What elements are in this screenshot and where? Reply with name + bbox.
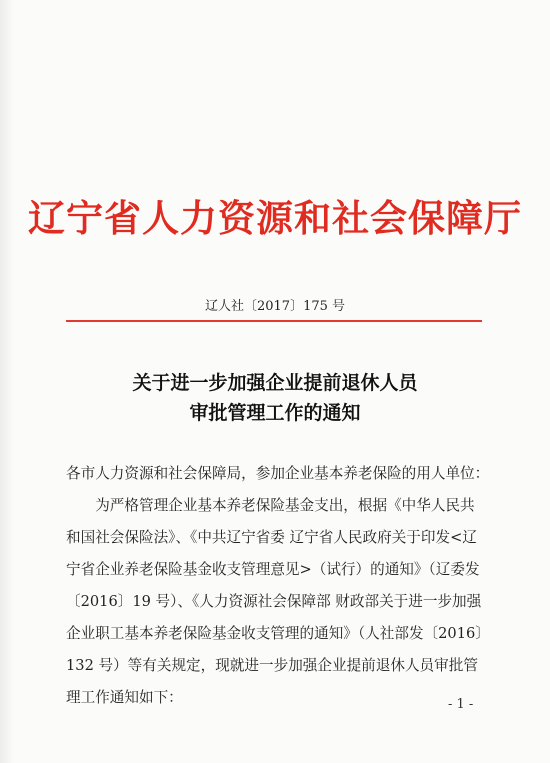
document-number: 辽人社〔2017〕175 号: [204, 299, 346, 314]
body-line: 和国社会保险法》、《中共辽宁省委 辽宁省人民政府关于印发<辽: [66, 529, 477, 546]
body-line: 企业职工基本养老保险基金收支管理的通知》（人社部发〔2016〕: [66, 625, 490, 642]
body-line: 〔2016〕19 号）、《人力资源社会保障部 财政部关于进一步加强: [66, 593, 482, 610]
body-line: 宁省企业养老保险基金收支管理意见>（试行）的通知》（辽委发: [66, 561, 480, 578]
red-divider-line: [66, 320, 482, 322]
issuer-header: 辽宁省人力资源和社会保障厅: [28, 196, 522, 240]
document-title-line-1: 关于进一步加强企业提前退休人员: [132, 372, 418, 394]
document-title-line-2: 审批管理工作的通知: [189, 402, 361, 424]
page-number: - 1 -: [448, 697, 474, 712]
body-line: 为严格管理企业基本养老保险基金支出，根据《中华人民共: [66, 497, 475, 514]
body-line: 132 号）等有关规定，现就进一步加强企业提前退休人员审批管: [66, 657, 478, 674]
salutation-line: 各市人力资源和社会保障局，参加企业基本养老保险的用人单位：: [66, 465, 490, 482]
body-line: 理工作通知如下：: [66, 689, 183, 706]
